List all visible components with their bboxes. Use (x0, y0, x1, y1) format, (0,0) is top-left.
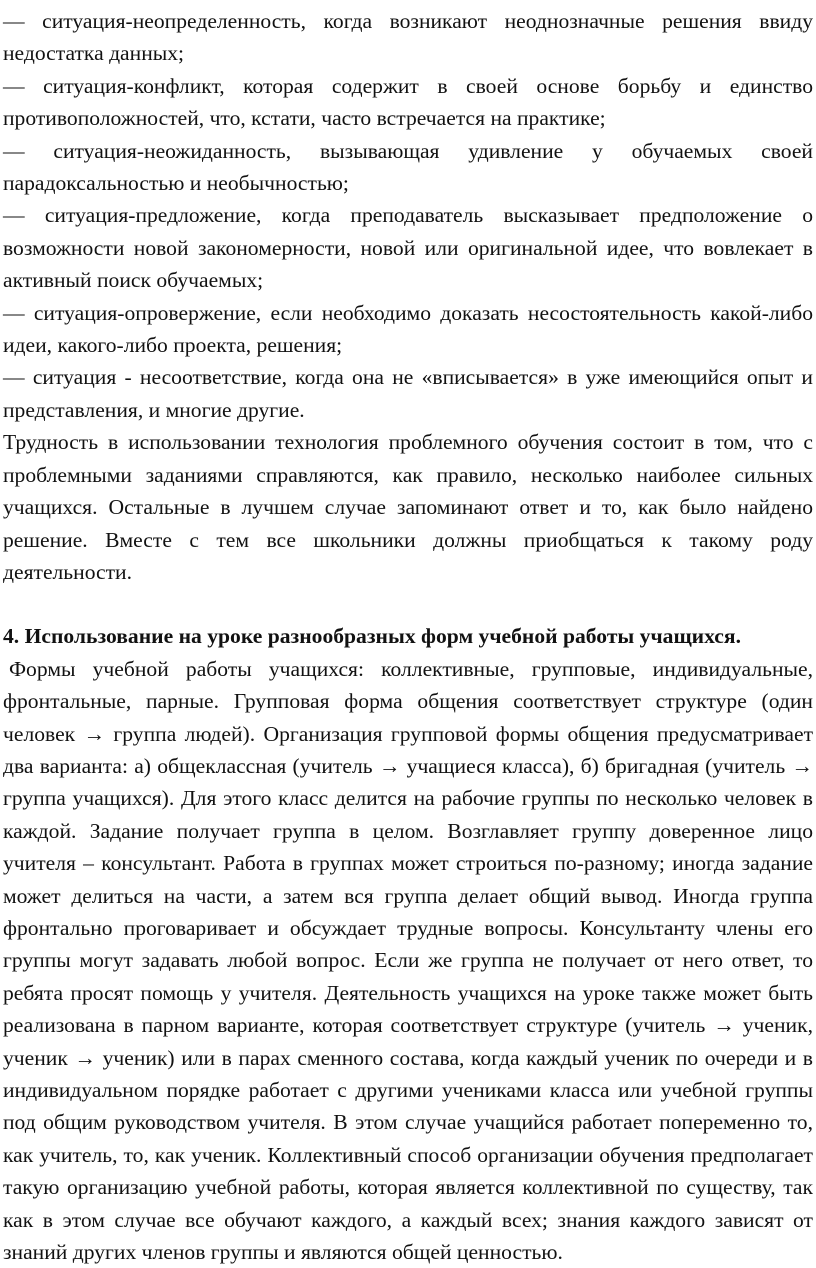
list-item: — ситуация-неожиданность, вызывающая удивление у обучаемых своей парадоксальностью и необычностью; (3, 138, 813, 196)
list-item: — ситуация-опровержение, если необходимо доказать несостоятельность какой-либо идеи, какого-либо проекта, решения; (3, 300, 813, 358)
list-item: — ситуация-неопределенность, когда возникают неоднозначные решения ввиду недостатка данных; (3, 9, 813, 66)
list-item: — ситуация-конфликт, которая содержит в своей основе борьбу и единство противоположностей, что, кстати, часто встречается на практике; (3, 73, 813, 131)
list-item: — ситуация-предложение, когда преподаватель высказывает предположение о возможности новой закономерности, новой или оригинальной идее, что вовлекает в активный поиск обучаемых; (3, 203, 813, 293)
difficulty-paragraph: Трудность в использовании технология проблемного обучения состоит в том, что с проблемными заданиями справляются, как правило, несколько наиболее сильных учащихся. Остальные в лучшем случае запоминают ответ и то, как было найдено решение. Вместе с тем все школьники должны приобщаться к такому роду деятельности. (3, 430, 813, 584)
section-body: Формы учебной работы учащихся: коллективные, групповые, индивидуальные, фронтальные, парные. Групповая форма общения соответствует структуре (один человек → группа людей). Организация групповой формы общения предусматривает два варианта: а) общеклассная (учитель → учащиеся класса), б) бригадная (учитель → группа учащихся). Для этого класс делится на рабочие группы по несколько человек в каждой. Задание получает группа в целом. Возглавляет группу доверенное лицо учителя – консультант. Работа в группах может строиться по-разному; иногда задание может делиться на части, а затем вся группа делает общий вывод. Иногда группа фронтально проговаривает и обсуждает трудные вопросы. Консультанту члены его группы могут задавать любой вопрос. Если же группа не получает от него ответ, то ребята просят помощь у учителя. Деятельность учащихся на уроке также может быть реализована в парном варианте, которая соответствует структуре (учитель → ученик, ученик → ученик) или в парах сменного состава, когда каждый ученик по очереди и в индивидуальном порядке работает с другими учениками класса или учебной группы под общим руководством учителя. В этом случае учащийся работает попеременно то, как учитель, то, как ученик. Коллективный способ организации обучения предполагает такую организацию учебной работы, которая является коллективной по существу, так как в этом случае все обучают каждого, а каждый всех; знания каждого зависят от знаний других членов группы и являются общей ценностью. (3, 656, 813, 1265)
section-heading: 4. Использование на уроке разнообразных форм учебной работы учащихся. (3, 624, 741, 649)
list-item: — ситуация - несоответствие, когда она не «вписывается» в уже имеющийся опыт и представления, и многие другие. (3, 365, 813, 422)
paragraph-spacer (3, 588, 813, 620)
